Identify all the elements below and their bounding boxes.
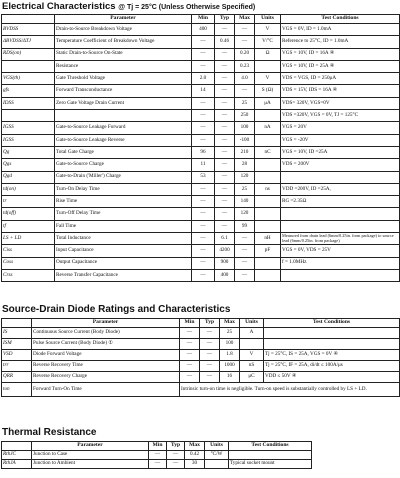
- parameter-cell: Zero Gate Voltage Drain Current: [55, 97, 192, 109]
- typ-cell: —: [215, 48, 235, 60]
- max-cell: —: [235, 269, 255, 281]
- max-cell: 16: [220, 372, 240, 383]
- unit-cell: V: [255, 73, 281, 85]
- table-row: [2, 269, 400, 281]
- unit-cell: nC: [255, 146, 281, 158]
- typ-cell: —: [200, 339, 220, 350]
- parameter-cell: Turn-Off Delay Time: [55, 208, 192, 220]
- test-condition-cell: RG =2.35Ω: [281, 196, 400, 208]
- min-cell: —: [192, 97, 215, 109]
- table-row: [2, 350, 400, 361]
- column-header: [2, 442, 32, 451]
- typ-cell: —: [167, 451, 185, 460]
- max-cell: —: [235, 233, 255, 245]
- min-cell: —: [149, 460, 167, 469]
- symbol-cell: RthJA: [2, 460, 32, 469]
- column-header: [2, 15, 55, 24]
- unit-cell: V: [240, 350, 264, 361]
- parameter-cell: Resistance: [55, 60, 192, 72]
- symbol-cell: BVDSS: [2, 24, 55, 36]
- test-condition-cell: [264, 339, 400, 350]
- parameter-cell: Reverse Transfer Capacitance: [55, 269, 192, 281]
- test-condition-cell: VGS = 10V, ID = 16A ④: [281, 48, 400, 60]
- parameter-cell: Pulse Source Current (Body Diode) ①: [32, 339, 180, 350]
- unit-cell: nH: [255, 233, 281, 245]
- min-cell: —: [192, 134, 215, 146]
- electrical-heading: [2, 1, 255, 12]
- column-header: Units: [205, 442, 229, 451]
- min-cell: —: [192, 196, 215, 208]
- typ-cell: 4200: [215, 245, 235, 257]
- unit-cell: pF: [255, 245, 281, 257]
- test-condition-cell: VDD =200V, ID =25A,: [281, 183, 400, 195]
- symbol-cell: RthJC: [2, 451, 32, 460]
- test-condition-cell: VGS = 20V: [281, 122, 400, 134]
- min-cell: —: [192, 245, 215, 257]
- max-cell: 120: [235, 208, 255, 220]
- table-row: [2, 383, 400, 397]
- unit-cell: [255, 171, 281, 183]
- column-header: Test Conditions: [229, 442, 312, 451]
- unit-cell: V/°C: [255, 36, 281, 48]
- table-row: [2, 245, 400, 257]
- min-cell: 53: [192, 171, 215, 183]
- max-cell: 250: [235, 110, 255, 122]
- typ-cell: 900: [215, 257, 235, 269]
- column-header: Min: [192, 15, 215, 24]
- table-row: [2, 73, 400, 85]
- typ-cell: —: [215, 110, 235, 122]
- unit-cell: [255, 220, 281, 232]
- column-header: Parameter: [55, 15, 192, 24]
- table-row: [2, 183, 400, 195]
- symbol-cell: trr: [2, 361, 32, 372]
- unit-cell: [255, 208, 281, 220]
- min-cell: —: [192, 233, 215, 245]
- table-row: [2, 339, 400, 350]
- test-condition-cell: VGS = 10V, ID = 25A ④: [281, 60, 400, 72]
- column-header: Typ: [167, 442, 185, 451]
- table-row: [2, 110, 400, 122]
- unit-cell: [255, 110, 281, 122]
- table-row: [2, 196, 400, 208]
- thermal-table: [1, 441, 312, 469]
- table-row: [2, 220, 400, 232]
- column-header: Units: [240, 319, 264, 328]
- table-row: [2, 328, 400, 339]
- max-cell: 0.23: [235, 60, 255, 72]
- parameter-cell: Forward Turn-On Time: [32, 383, 180, 397]
- parameter-cell: Fall Time: [55, 220, 192, 232]
- unit-cell: A: [240, 328, 264, 339]
- electrical-table: [1, 14, 400, 282]
- min-cell: 14: [192, 85, 215, 97]
- unit-cell: ns: [255, 183, 281, 195]
- symbol-cell: Qg: [2, 146, 55, 158]
- min-cell: —: [180, 372, 200, 383]
- table-row: [2, 460, 312, 469]
- parameter-cell: Gate-to-Source Leakage Forward: [55, 122, 192, 134]
- test-condition-cell: VGS = 0V, ID = 1.0mA: [281, 24, 400, 36]
- max-cell: —: [235, 36, 255, 48]
- test-condition-cell: VGS = -20V: [281, 134, 400, 146]
- unit-cell: [255, 196, 281, 208]
- test-condition-cell: [281, 269, 400, 281]
- typ-cell: —: [215, 73, 235, 85]
- parameter-cell: Gate Threshold Voltage: [55, 73, 192, 85]
- parameter-cell: Turn-On Delay Time: [55, 183, 192, 195]
- table-row: [2, 85, 400, 97]
- table-row: [2, 24, 400, 36]
- table-row: [2, 208, 400, 220]
- max-cell: 25: [235, 97, 255, 109]
- column-header: Test Conditions: [281, 15, 400, 24]
- min-cell: —: [192, 183, 215, 195]
- symbol-cell: RDS(on): [2, 48, 55, 60]
- electrical-title: Electrical Characteristics: [2, 1, 116, 12]
- max-cell: 0.20: [235, 48, 255, 60]
- typ-cell: —: [215, 146, 235, 158]
- column-header: Test Conditions: [264, 319, 400, 328]
- table-row: [2, 451, 312, 460]
- min-cell: —: [192, 257, 215, 269]
- symbol-cell: VGS(th): [2, 73, 55, 85]
- parameter-cell: Diode Forward Voltage: [32, 350, 180, 361]
- test-condition-cell: [281, 220, 400, 232]
- test-condition-cell: VDS = VGS, ID = 250μA: [281, 73, 400, 85]
- unit-cell: nS: [240, 361, 264, 372]
- unit-cell: nA: [255, 122, 281, 134]
- unit-cell: [255, 134, 281, 146]
- test-condition-cell: VDS= 320V, VGS=0V: [281, 97, 400, 109]
- unit-cell: μA: [255, 97, 281, 109]
- parameter-cell: Rise Time: [55, 196, 192, 208]
- unit-cell: [255, 60, 281, 72]
- symbol-cell: VSD: [2, 350, 32, 361]
- table-row: [2, 233, 400, 245]
- column-header: Typ: [200, 319, 220, 328]
- symbol-cell: td(on): [2, 183, 55, 195]
- max-cell: 30: [185, 460, 205, 469]
- symbol-cell: Coss: [2, 257, 55, 269]
- unit-cell: °C/W: [205, 451, 229, 460]
- column-header: Max: [235, 15, 255, 24]
- max-cell: 100: [220, 339, 240, 350]
- typ-cell: —: [215, 159, 235, 171]
- typ-cell: —: [200, 350, 220, 361]
- parameter-cell: Junction to Ambient: [32, 460, 149, 469]
- parameter-cell: Forward Transconductance: [55, 85, 192, 97]
- max-cell: 28: [235, 159, 255, 171]
- max-cell: 1000: [220, 361, 240, 372]
- max-cell: 99: [235, 220, 255, 232]
- parameter-cell: Gate-to-Source Charge: [55, 159, 192, 171]
- min-cell: —: [180, 328, 200, 339]
- parameter-cell: [55, 110, 192, 122]
- min-cell: —: [192, 60, 215, 72]
- table-row: [2, 361, 400, 372]
- symbol-cell: IGSS: [2, 122, 55, 134]
- parameter-cell: Continuous Source Current (Body Diode): [32, 328, 180, 339]
- table-row: [2, 134, 400, 146]
- symbol-cell: Qgd: [2, 171, 55, 183]
- unit-cell: [255, 269, 281, 281]
- column-header: Min: [180, 319, 200, 328]
- test-condition-cell: Typical socket mount: [229, 460, 312, 469]
- symbol-cell: ton: [2, 383, 32, 397]
- column-header: Max: [220, 319, 240, 328]
- parameter-cell: Input Capacitance: [55, 245, 192, 257]
- column-header: Typ: [215, 15, 235, 24]
- column-header: Parameter: [32, 319, 180, 328]
- table-row: [2, 60, 400, 72]
- table-row: [2, 171, 400, 183]
- symbol-cell: IGSS: [2, 134, 55, 146]
- typ-cell: 6.1: [215, 233, 235, 245]
- min-cell: 400: [192, 24, 215, 36]
- max-cell: 120: [235, 171, 255, 183]
- max-cell: 4.0: [235, 73, 255, 85]
- typ-cell: 0.46: [215, 36, 235, 48]
- min-cell: —: [180, 361, 200, 372]
- parameter-cell: Total Inductance: [55, 233, 192, 245]
- max-cell: 25: [235, 183, 255, 195]
- diode-header-row: [2, 319, 400, 328]
- table-row: [2, 122, 400, 134]
- symbol-cell: IS: [2, 328, 32, 339]
- typ-cell: —: [215, 122, 235, 134]
- unit-cell: [255, 159, 281, 171]
- parameter-cell: Gate-to-Drain ('Miller') Charge: [55, 171, 192, 183]
- unit-cell: μC: [240, 372, 264, 383]
- column-header: Units: [255, 15, 281, 24]
- min-cell: —: [192, 269, 215, 281]
- parameter-cell: Temperature Coefficient of Breakdown Voltage: [55, 36, 192, 48]
- test-condition-cell: VDS =320V, VGS = 0V, TJ = 125°C: [281, 110, 400, 122]
- column-header: Max: [185, 442, 205, 451]
- typ-cell: —: [215, 183, 235, 195]
- test-condition-cell: Tj = 25°C, IF = 25A, di/dt ≤ 100A/μs: [264, 361, 400, 372]
- symbol-cell: ISM: [2, 339, 32, 350]
- symbol-cell: [2, 60, 55, 72]
- max-cell: —: [235, 245, 255, 257]
- electrical-subtitle: @ Tj = 25°C (Unless Otherwise Specified): [118, 4, 256, 11]
- max-cell: —: [235, 85, 255, 97]
- column-header: Parameter: [32, 442, 149, 451]
- typ-cell: —: [215, 24, 235, 36]
- symbol-cell: Crss: [2, 269, 55, 281]
- typ-cell: —: [200, 372, 220, 383]
- thermal-heading: Thermal Resistance: [2, 427, 97, 438]
- symbol-cell: QRR: [2, 372, 32, 383]
- diode-table: [1, 318, 400, 397]
- max-cell: 25: [220, 328, 240, 339]
- symbol-cell: tf: [2, 220, 55, 232]
- unit-cell: Ω: [255, 48, 281, 60]
- max-cell: —: [235, 24, 255, 36]
- test-condition-cell: [281, 208, 400, 220]
- min-cell: —: [192, 122, 215, 134]
- symbol-cell: [2, 110, 55, 122]
- typ-cell: —: [215, 134, 235, 146]
- typ-cell: —: [215, 208, 235, 220]
- max-cell: 100: [235, 122, 255, 134]
- test-condition-cell: VGS = 0V, VDS = 25V: [281, 245, 400, 257]
- typ-cell: —: [215, 85, 235, 97]
- electrical-header-row: [2, 15, 400, 24]
- min-cell: —: [180, 350, 200, 361]
- parameter-cell: Gate-to-Source Leakage Reverse: [55, 134, 192, 146]
- typ-cell: —: [215, 220, 235, 232]
- min-cell: —: [149, 451, 167, 460]
- symbol-cell: ΔBVDSS/ΔTJ: [2, 36, 55, 48]
- min-cell: —: [192, 36, 215, 48]
- turn-on-note-cell: Intrinsic turn-on time is negligible. Turn-on speed is substantially controlled by LS + LD.: [180, 383, 400, 397]
- symbol-cell: td(off): [2, 208, 55, 220]
- typ-cell: 400: [215, 269, 235, 281]
- max-cell: 0.42: [185, 451, 205, 460]
- max-cell: 140: [235, 196, 255, 208]
- typ-cell: —: [167, 460, 185, 469]
- max-cell: 1.8: [220, 350, 240, 361]
- unit-cell: [255, 257, 281, 269]
- typ-cell: —: [200, 361, 220, 372]
- symbol-cell: gfs: [2, 85, 55, 97]
- test-condition-cell: VDS = 200V: [281, 159, 400, 171]
- table-row: [2, 159, 400, 171]
- table-row: [2, 257, 400, 269]
- min-cell: 96: [192, 146, 215, 158]
- test-condition-cell: Tj = 25°C, IS = 25A, VGS = 0V ④: [264, 350, 400, 361]
- unit-cell: S (Ω): [255, 85, 281, 97]
- symbol-cell: IDSS: [2, 97, 55, 109]
- max-cell: 210: [235, 146, 255, 158]
- typ-cell: —: [215, 97, 235, 109]
- test-condition-cell: Reference to 25°C, ID = 1.0mA: [281, 36, 400, 48]
- test-condition-cell: f = 1.0MHz: [281, 257, 400, 269]
- parameter-cell: Output Capacitance: [55, 257, 192, 269]
- min-cell: —: [192, 110, 215, 122]
- typ-cell: —: [200, 328, 220, 339]
- min-cell: —: [180, 339, 200, 350]
- test-condition-cell: [264, 328, 400, 339]
- parameter-cell: Junction to Case: [32, 451, 149, 460]
- table-row: [2, 97, 400, 109]
- min-cell: —: [192, 220, 215, 232]
- test-condition-cell: Measured from drain lead (6mm/0.25in. from package) to source lead (6mm/0.25in. from package): [281, 233, 400, 245]
- test-condition-cell: [229, 451, 312, 460]
- column-header: [2, 319, 32, 328]
- min-cell: 11: [192, 159, 215, 171]
- min-cell: —: [192, 208, 215, 220]
- test-condition-cell: [281, 171, 400, 183]
- typ-cell: —: [215, 196, 235, 208]
- diode-heading: Source-Drain Diode Ratings and Characteristics: [2, 304, 231, 315]
- unit-cell: V: [255, 24, 281, 36]
- thermal-header-row: [2, 442, 312, 451]
- table-row: [2, 372, 400, 383]
- unit-cell: [205, 460, 229, 469]
- column-header: Min: [149, 442, 167, 451]
- max-cell: —: [235, 257, 255, 269]
- symbol-cell: tr: [2, 196, 55, 208]
- parameter-cell: Drain-to-Source Breakdown Voltage: [55, 24, 192, 36]
- parameter-cell: Static Drain-to-Source On-State: [55, 48, 192, 60]
- unit-cell: [240, 339, 264, 350]
- test-condition-cell: VGS = 10V, ID =25A: [281, 146, 400, 158]
- parameter-cell: Reverse Recovery Time: [32, 361, 180, 372]
- test-condition-cell: VDS = 15V, IDS = 16A ④: [281, 85, 400, 97]
- typ-cell: —: [215, 171, 235, 183]
- table-row: [2, 36, 400, 48]
- table-row: [2, 146, 400, 158]
- test-condition-cell: VDD ≤ 50V ④: [264, 372, 400, 383]
- typ-cell: —: [215, 60, 235, 72]
- table-row: [2, 48, 400, 60]
- min-cell: —: [192, 48, 215, 60]
- parameter-cell: Reverse Recovery Charge: [32, 372, 180, 383]
- max-cell: -100: [235, 134, 255, 146]
- symbol-cell: Qgs: [2, 159, 55, 171]
- symbol-cell: LS + LD: [2, 233, 55, 245]
- min-cell: 2.0: [192, 73, 215, 85]
- parameter-cell: Total Gate Charge: [55, 146, 192, 158]
- symbol-cell: Ciss: [2, 245, 55, 257]
